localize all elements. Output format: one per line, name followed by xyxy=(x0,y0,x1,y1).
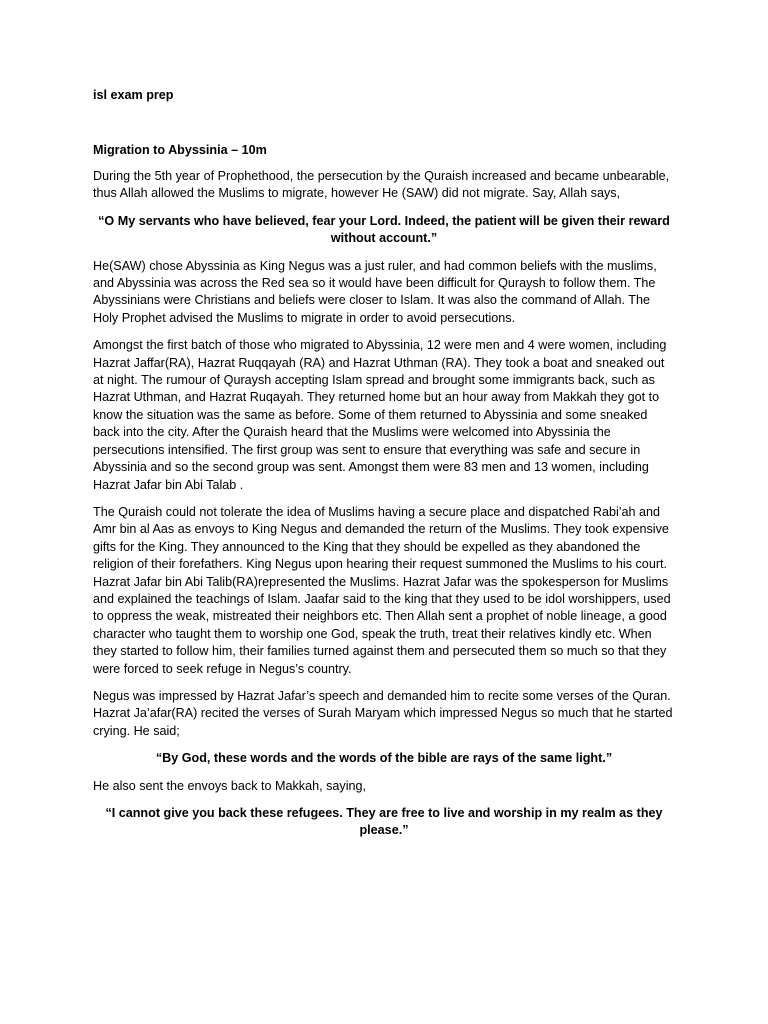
document-body xyxy=(93,142,675,850)
paragraph-negus-impressed: Negus was impressed by Hazrat Jafar’s speech and demanded him to recite some verses of the Quran. Hazrat Ja’afar(RA) recited the verses of Surah Maryam which impressed Negus so much that he started crying. He said; xyxy=(93,688,673,738)
quote-same-light: “By God, these words and the words of the bible are rays of the same light.” xyxy=(155,751,613,766)
quote-refugees: “I cannot give you back these refugees. They are free to live and worship in my realm as they please.” xyxy=(105,806,663,838)
quote-patient: “O My servants who have believed, fear your Lord. Indeed, the patient will be given their reward without account.” xyxy=(98,213,670,246)
paragraph-first-batch: Amongst the first batch of those who migrated to Abyssinia, 12 were men and 4 were women, including Hazrat Jaffar(RA), Hazrat Ruqqayah (RA) and Hazrat Uthman (RA). They took a boat and sneaked out at night. The rumour of Quraysh accepting Islam spread and brought some immigrants back, such as Hazrat Uthman, and Hazrat Ruqayah. They returned home but an hour away from Makkah they got to know the situation was the same as before. Some of them returned to Abyssinia and some sneaked back into the city. After the Quraish heard that the Muslims were welcomed into Abyssinia the persecutions intensified. The first group was sent to ensure that everything was safe and secure in Abyssinia and so the second group was sent. Amongst them were 83 men and 13 women, including Hazrat Jafar bin Abi Talab . xyxy=(93,338,667,492)
section-heading: Migration to Abyssinia – 10m xyxy=(93,143,267,157)
paragraph-intro: During the 5th year of Prophethood, the persecution by the Quraish increased and became unbearable, thus Allah allowed the Muslims to migrate, however He (SAW) did not migrate. Say, Allah says, xyxy=(93,169,670,201)
paragraph-reasons: He(SAW) chose Abyssinia as King Negus was a just ruler, and had common beliefs with the muslims, and Abyssinia was across the Red sea so it would have been difficult for Quraysh to follow them. The Abyssinians were Christians and beliefs were closer to Islam. It was also the command of Allah. The Holy Prophet advised the Muslims to migrate in order to avoid persecutions. xyxy=(93,258,657,325)
paragraph-quraish-envoys: The Quraish could not tolerate the idea of Muslims having a secure place and dispatched Rabi’ah and Amr bin al Aas as envoys to King Negus and demanded the return of the Muslims. They took expensive gifts for the King. They announced to the King that they should be expelled as they abandoned the religion of their forefathers. King Negus upon hearing their request summoned the Muslims to his court. Hazrat Jafar bin Abi Talib(RA)represented the Muslims. Hazrat Jafar was the spokesperson for Muslims and explained the teachings of Islam. Jaafar said to the king that they used to be idol worshippers, used to oppress the weak, mistreated their neighbors etc. Then Allah sent a prophet of noble lineage, a good character who taught them to worship one God, speak the truth, treat their relatives kindly etc. When they started to follow him, their families turned against them and persecuted them so much so that they were forced to seek refuge in Negus’s country. xyxy=(93,504,671,676)
document-header: isl exam prep xyxy=(93,88,174,102)
paragraph-envoys-sent-back: He also sent the envoys back to Makkah, saying, xyxy=(93,778,367,793)
